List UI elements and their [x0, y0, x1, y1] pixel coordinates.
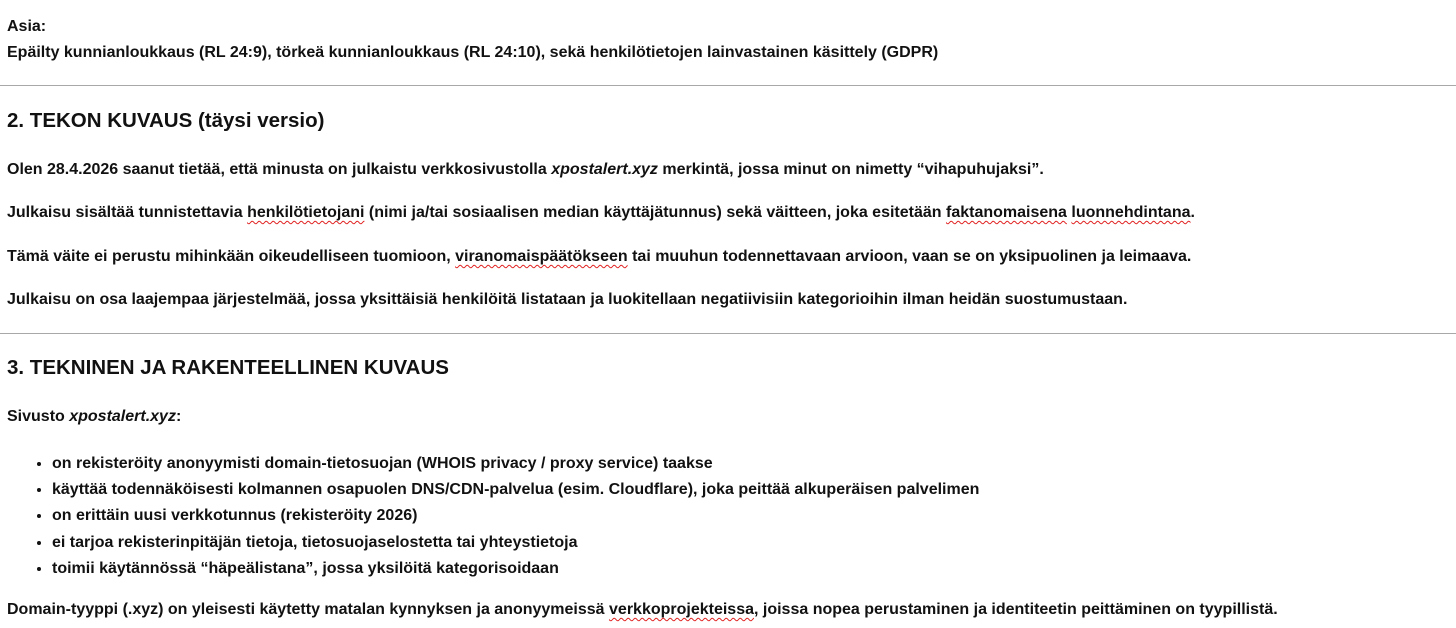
paragraph — [7, 203, 1195, 223]
divider — [0, 85, 1456, 86]
subject-label: Asia: — [7, 18, 47, 35]
site-name: xpostalert.xyz — [69, 408, 176, 425]
text: Julkaisu sisältää tunnistettavia — [7, 204, 248, 221]
subject-text: Epäilty kunnianloukkaus (RL 24:9), törkeä kunnianloukkaus (RL 24:10), sekä henkilötietojen lainvastainen käsittely (GDPR) — [7, 44, 939, 61]
text: Tämä väite ei perustu mihinkään oikeudelliseen tuomioon, — [7, 248, 456, 265]
paragraph — [7, 407, 181, 427]
paragraph — [7, 247, 1191, 267]
section-3-heading: 3. TEKNINEN JA RAKENTEELLINEN KUVAUS — [7, 356, 449, 379]
misspelled-word[interactable]: luonnehdintana — [1071, 204, 1191, 221]
paragraph: Julkaisu on osa laajempaa järjestelmää, jossa yksittäisiä henkilöitä listataan ja luokitellaan negatiivisiin kategorioihin ilman heidän suostumustaan. — [7, 291, 1128, 308]
text: . — [1190, 204, 1195, 221]
list-item: • ei tarjoa rekisterinpitäjän tietoja, tietosuojaselostetta tai yhteystietoja — [52, 530, 979, 556]
section-2-heading: 2. TEKON KUVAUS (täysi versio) — [7, 109, 325, 132]
list-item: • käyttää todennäköisesti kolmannen osapuolen DNS/CDN-palvelua (esim. Cloudflare), joka peittää alkuperäisen palvelimen — [52, 477, 979, 503]
text: Sivusto — [7, 408, 70, 425]
list-item: • on erittäin uusi verkkotunnus (rekisteröity 2026) — [52, 503, 979, 529]
text: Olen 28.4.2026 saanut tietää, että minusta on julkaistu verkkosivustolla — [7, 161, 552, 178]
bullet-list — [0, 451, 979, 582]
text: , joissa nopea perustaminen ja identiteetin peittäminen on tyypillistä. — [754, 601, 1278, 618]
text: Domain-tyyppi (.xyz) on yleisesti käytetty matalan kynnyksen ja anonyymeissä — [7, 601, 610, 618]
divider — [0, 333, 1456, 334]
list-item: • toimii käytännössä “häpeälistana”, jossa yksilöitä kategorisoidaan — [52, 556, 979, 582]
list-item: • on rekisteröity anonyymisti domain-tietosuojan (WHOIS privacy / proxy service) taakse — [52, 451, 979, 477]
paragraph — [7, 160, 1044, 180]
misspelled-word[interactable]: henkilötietojani — [247, 204, 365, 221]
text: (nimi ja/tai sosiaalisen median käyttäjätunnus) sekä väitteen, joka esitetään — [364, 204, 946, 221]
site-name: xpostalert.xyz — [551, 161, 658, 178]
text: tai muuhun todennettavaan arvioon, vaan se on yksipuolinen ja leimaava. — [627, 248, 1192, 265]
paragraph — [7, 600, 1278, 620]
text: merkintä, jossa minut on nimetty “vihapuhujaksi”. — [657, 161, 1044, 178]
misspelled-word[interactable]: verkkoprojekteissa — [609, 601, 754, 618]
text: : — [175, 408, 182, 425]
misspelled-word[interactable]: faktanomaisena — [946, 204, 1067, 221]
misspelled-word[interactable]: viranomaispäätökseen — [455, 248, 628, 265]
